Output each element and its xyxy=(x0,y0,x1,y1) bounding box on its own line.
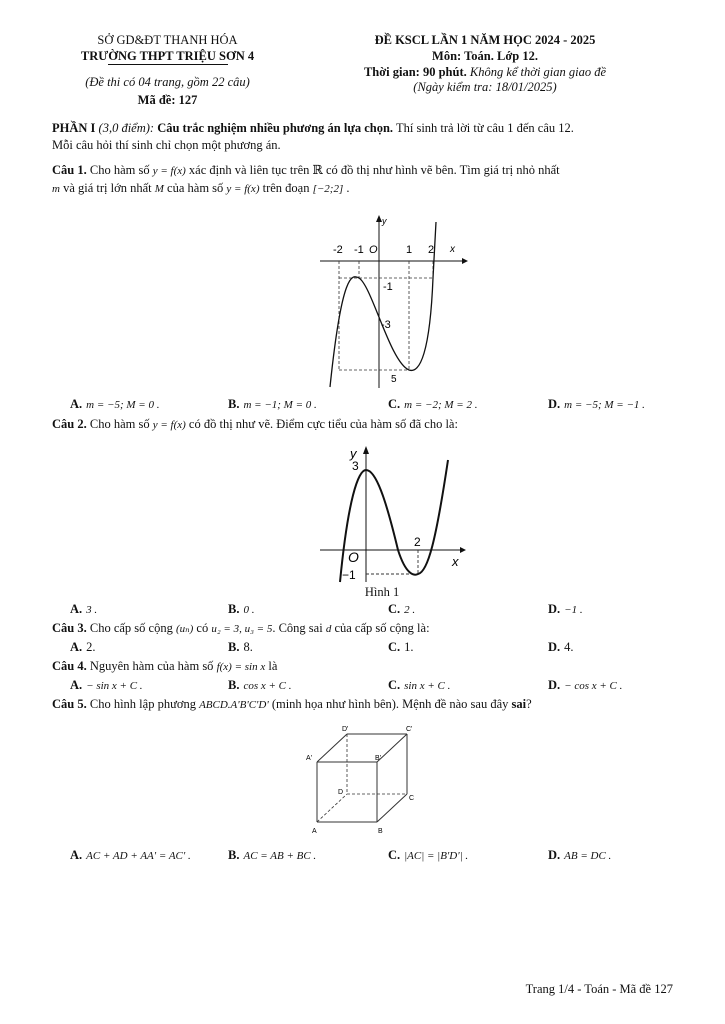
exam-subject: Môn: Toán. Lớp 12. xyxy=(432,49,538,63)
option-text: 0 . xyxy=(243,604,255,616)
option-text: AB = DC . xyxy=(564,850,612,862)
q1-option-d[interactable] xyxy=(548,397,645,412)
q1-func: y = f(x) xyxy=(152,165,186,177)
q2-y-arrow xyxy=(363,446,369,454)
q1-origin: O xyxy=(369,244,378,256)
option-text: |AC| = |B'D'| . xyxy=(404,850,469,862)
q4-text: Nguyên hàm của hàm số xyxy=(89,659,214,673)
option-text: 1. xyxy=(404,640,414,654)
time-note: Không kể thời gian giao đề xyxy=(469,65,607,79)
option-text: −1 . xyxy=(564,604,583,616)
option-label: C. xyxy=(388,640,401,654)
q3-label: Câu 3. xyxy=(52,621,87,635)
option-label: D. xyxy=(548,397,561,411)
option-label: B. xyxy=(228,602,240,616)
q4-option-b[interactable] xyxy=(228,678,292,693)
option-label: A. xyxy=(70,848,83,862)
option-text: m = −1; M = 0 . xyxy=(243,399,317,411)
q1-option-a[interactable] xyxy=(70,397,159,412)
page-footer: Trang 1/4 - Toán - Mã đề 127 xyxy=(525,982,673,996)
q2-y-label: y xyxy=(350,446,357,461)
q5-label: Câu 5. xyxy=(52,697,87,711)
q1-interval: [−2;2] xyxy=(312,183,344,195)
school-name: TRƯỜNG THPT TRIỆU SƠN 4 xyxy=(80,49,255,63)
q1-text: Cho hàm số xyxy=(89,163,150,177)
q4-label: Câu 4. xyxy=(52,659,87,673)
q4-option-a[interactable] xyxy=(70,678,143,693)
q2-text: Cho hàm số xyxy=(89,417,150,431)
part1-desc-bold: Câu trắc nghiệm nhiều phương án lựa chọn. xyxy=(157,121,394,135)
vertex-A1: A' xyxy=(306,755,313,762)
q1-text: của hàm số xyxy=(167,181,224,195)
vertex-C1: C' xyxy=(406,726,413,733)
q3-seq: (uₙ) xyxy=(175,623,194,635)
option-text: 8. xyxy=(243,640,253,654)
q1-graph xyxy=(320,212,470,390)
option-text: m = −2; M = 2 . xyxy=(404,399,478,411)
header-left xyxy=(50,33,285,108)
q3-option-a[interactable] xyxy=(70,640,96,655)
q5-text: (minh họa như hình bên). Mệnh đề nào sau đây xyxy=(271,697,509,711)
option-text: − cos x + C . xyxy=(564,680,623,692)
option-text: m = −5; M = 0 . xyxy=(86,399,160,411)
q2-x-label: x xyxy=(452,554,459,569)
q5-option-d[interactable] xyxy=(548,848,611,863)
q3-text: Cho cấp số cộng xyxy=(89,621,173,635)
q1-m: m xyxy=(52,183,60,195)
q1-ytick: 5 xyxy=(391,374,397,385)
q1-x-arrow xyxy=(462,258,468,264)
q1-xtick: 2 xyxy=(428,244,435,256)
q2-x-arrow xyxy=(460,547,466,553)
q1-option-b[interactable] xyxy=(228,397,317,412)
option-label: D. xyxy=(548,640,561,654)
q5-option-b[interactable] xyxy=(228,848,316,863)
q4-options xyxy=(70,678,680,695)
q2-option-a[interactable] xyxy=(70,602,97,617)
option-label: D. xyxy=(548,848,561,862)
q3-options xyxy=(70,640,680,657)
question-5 xyxy=(52,696,674,714)
q1-x-label: x xyxy=(450,244,455,255)
school-underline xyxy=(108,64,228,65)
q2-label: Câu 2. xyxy=(52,417,87,431)
option-text: AC + AD + AA' = AC' . xyxy=(86,850,191,862)
q4-option-d[interactable] xyxy=(548,678,622,693)
q2-origin: O xyxy=(348,549,359,565)
exam-date: (Ngày kiểm tra: 18/01/2025) xyxy=(413,80,557,94)
option-label: A. xyxy=(70,678,83,692)
q1-text: . xyxy=(346,181,350,195)
q2-option-d[interactable] xyxy=(548,602,583,617)
q4-text: là xyxy=(268,659,278,673)
option-label: A. xyxy=(70,640,83,654)
option-label: C. xyxy=(388,397,401,411)
option-text: 2 . xyxy=(404,604,416,616)
q1-func: y = f(x) xyxy=(226,183,260,195)
option-label: C. xyxy=(388,848,401,862)
option-label: B. xyxy=(228,640,240,654)
vertex-A: A xyxy=(312,828,317,834)
part1-desc: Thí sinh trả lời từ câu 1 đến câu 12. xyxy=(395,121,574,135)
q2-func: y = f(x) xyxy=(152,419,186,431)
q3-text: có xyxy=(196,621,209,635)
option-label: B. xyxy=(228,397,240,411)
option-label: B. xyxy=(228,678,240,692)
option-label: D. xyxy=(548,602,561,616)
q5-option-a[interactable] xyxy=(70,848,191,863)
q1-xtick: -1 xyxy=(354,244,364,256)
q1-text: và giá trị lớn nhất xyxy=(63,181,152,195)
q5-options xyxy=(70,848,680,865)
option-text: − sin x + C . xyxy=(86,680,143,692)
q1-label: Câu 1. xyxy=(52,163,87,177)
question-4 xyxy=(52,658,674,676)
exam-code: Mã đề: 127 xyxy=(137,93,198,107)
header-right xyxy=(300,33,670,95)
option-text: 2. xyxy=(86,640,96,654)
part1-points: (3,0 điểm): xyxy=(98,121,155,135)
option-text: AC = AB + BC . xyxy=(243,850,317,862)
q1-curve xyxy=(330,222,436,387)
option-label: C. xyxy=(388,678,401,692)
part1-desc2: Mỗi câu hỏi thí sinh chỉ chọn một phương án. xyxy=(52,138,281,152)
q1-text: xác định và liên tục trên ℝ có đồ thị như hình vẽ bên. Tìm giá trị nhỏ nhất xyxy=(188,163,560,177)
q4-func: f(x) = sin x xyxy=(216,661,266,673)
q2-caption: Hình 1 xyxy=(364,585,400,599)
q3-option-d[interactable] xyxy=(548,640,574,655)
q2-xtick: 2 xyxy=(414,535,421,549)
option-text: sin x + C . xyxy=(404,680,451,692)
exam-title: ĐỀ KSCL LẦN 1 NĂM HỌC 2024 - 2025 xyxy=(374,33,596,47)
q3-text: của cấp số cộng là: xyxy=(334,621,430,635)
q2-graph xyxy=(318,440,468,585)
q3-text: . Công sai xyxy=(272,621,323,635)
part1-title: PHẦN I xyxy=(52,121,96,135)
q1-xtick: -2 xyxy=(333,244,343,256)
q1-M: M xyxy=(154,183,164,195)
q1-y-label: y xyxy=(382,216,387,226)
option-text: 3 . xyxy=(86,604,98,616)
question-2 xyxy=(52,416,674,434)
option-text: 4. xyxy=(564,640,574,654)
vertex-D1: D' xyxy=(342,726,349,733)
pages-note: (Đề thi có 04 trang, gồm 22 câu) xyxy=(85,75,250,89)
exam-time xyxy=(300,65,670,80)
q2-options xyxy=(70,602,680,619)
q5-cube-figure xyxy=(300,722,420,834)
option-label: A. xyxy=(70,602,83,616)
q5-text: ? xyxy=(526,697,532,711)
option-text: m = −5; M = −1 . xyxy=(564,399,645,411)
q1-option-c[interactable] xyxy=(388,397,477,412)
q1-options xyxy=(70,397,680,414)
q5-option-c[interactable] xyxy=(388,848,468,863)
option-label: D. xyxy=(548,678,561,692)
q3-cond: u₂ = 3, u₃ = 5 xyxy=(211,623,273,635)
q1-ytick: -3 xyxy=(381,319,391,331)
dept-name: SỞ GD&ĐT THANH HÓA xyxy=(97,33,238,47)
q2-option-b[interactable] xyxy=(228,602,254,617)
vertex-C: C xyxy=(409,795,415,802)
question-3 xyxy=(52,620,674,638)
option-text: cos x + C . xyxy=(243,680,292,692)
q2-guides xyxy=(366,550,418,574)
q1-xtick: 1 xyxy=(406,244,413,256)
q3-option-b[interactable] xyxy=(228,640,253,655)
q5-cube: ABCD.A'B'C'D' xyxy=(199,699,269,711)
question-1 xyxy=(52,162,674,198)
q5-sai: sai xyxy=(511,697,527,711)
q3-d: d xyxy=(325,623,332,635)
option-label: A. xyxy=(70,397,83,411)
q2-ytick: 3 xyxy=(352,459,359,473)
q1-ytick: -1 xyxy=(383,281,393,293)
q2-option-c[interactable] xyxy=(388,602,415,617)
q5-cube-edges xyxy=(317,734,407,822)
option-label: B. xyxy=(228,848,240,862)
q2-ytick: −1 xyxy=(342,568,356,582)
q5-text: Cho hình lập phương xyxy=(89,697,196,711)
vertex-B: B xyxy=(378,828,383,834)
vertex-B1: B' xyxy=(375,755,382,762)
q1-text: trên đoạn xyxy=(262,181,310,195)
q4-option-c[interactable] xyxy=(388,678,450,693)
q2-text: có đồ thị như vẽ. Điểm cực tiểu của hàm số đã cho là: xyxy=(188,417,458,431)
part1-instructions xyxy=(52,120,674,154)
q3-option-c[interactable] xyxy=(388,640,414,655)
vertex-D: D xyxy=(338,789,344,796)
time-label: Thời gian: 90 phút. xyxy=(363,65,467,79)
option-label: C. xyxy=(388,602,401,616)
